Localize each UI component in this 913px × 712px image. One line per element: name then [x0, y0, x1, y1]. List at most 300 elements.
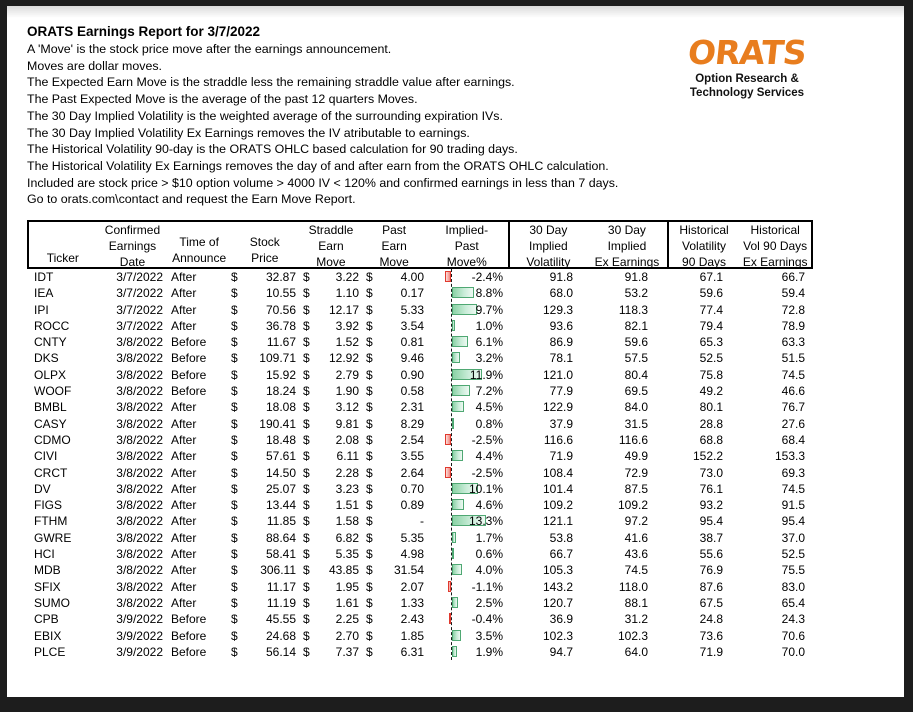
dollar-sign: $	[231, 595, 238, 610]
cell-move	[426, 546, 508, 562]
cell-straddle	[299, 481, 362, 497]
cell-move	[426, 579, 508, 595]
cell-announce: After	[171, 481, 197, 496]
cell-value: 0.58	[400, 384, 424, 399]
cell-past	[362, 399, 426, 415]
table-row	[27, 595, 813, 611]
dollar-sign: $	[231, 270, 238, 284]
cell-ticker: IPI	[34, 302, 49, 317]
cell-stock	[229, 269, 299, 285]
cell-value: 9.46	[400, 351, 424, 366]
table-row	[27, 481, 813, 497]
column-header-move	[426, 222, 508, 267]
cell-value: 1.95	[335, 579, 359, 594]
cell-value: 3.55	[400, 449, 424, 464]
cell-value: -2.4%	[471, 270, 503, 284]
table-row	[27, 334, 813, 350]
cell-value: 5.35	[335, 547, 359, 562]
cell-iv30ex: 82.1	[624, 318, 648, 333]
cell-iv30: 93.6	[549, 318, 573, 333]
earnings-table	[27, 220, 813, 660]
column-header-straddle	[300, 222, 363, 267]
cell-date: 3/9/2022	[116, 644, 163, 659]
dollar-sign: $	[366, 595, 373, 610]
cell-value: -2.5%	[471, 465, 503, 480]
databar-positive	[452, 564, 462, 575]
cell-hv90: 152.2	[692, 449, 723, 464]
dollar-sign: $	[303, 612, 310, 627]
intro-line: The Past Expected Move is the average of the past 12 quarters Moves.	[27, 92, 418, 107]
cell-iv30ex: 53.2	[624, 286, 648, 301]
databar-negative	[445, 467, 451, 478]
table-row	[27, 448, 813, 464]
cell-date: 3/7/2022	[116, 302, 163, 317]
cell-hv90: 93.2	[699, 498, 723, 513]
cell-straddle	[299, 611, 362, 627]
dollar-sign: $	[231, 335, 238, 350]
dollar-sign: $	[366, 335, 373, 350]
cell-hv90: 38.7	[699, 530, 723, 545]
cell-iv30ex: 41.6	[624, 530, 648, 545]
cell-stock	[229, 644, 299, 660]
cell-hv90: 67.1	[699, 270, 723, 284]
cell-straddle	[299, 546, 362, 562]
cell-ticker: EBIX	[34, 628, 62, 643]
cell-iv30: 121.0	[542, 367, 573, 382]
cell-past	[362, 367, 426, 383]
databar-positive	[452, 532, 456, 543]
dollar-sign: $	[303, 400, 310, 415]
dollar-sign: $	[231, 514, 238, 529]
column-header-line: Price	[251, 251, 279, 266]
column-header-ticker	[29, 222, 97, 267]
cell-hv90: 77.4	[699, 302, 723, 317]
dollar-sign: $	[231, 530, 238, 545]
cell-hv90ex: 75.5	[781, 563, 805, 578]
cell-hv90ex: 46.6	[781, 384, 805, 399]
cell-announce: Before	[171, 644, 207, 659]
cell-value: 4.00	[400, 270, 424, 284]
cell-hv90: 95.4	[699, 514, 723, 529]
column-header-hv90ex	[739, 222, 811, 267]
column-header-line: Move	[379, 254, 409, 269]
cell-iv30: 78.1	[549, 351, 573, 366]
cell-hv90: 75.8	[699, 367, 723, 382]
table-row	[27, 513, 813, 529]
cell-value: -1.1%	[471, 579, 503, 594]
cell-stock	[229, 481, 299, 497]
cell-value: 1.0%	[475, 318, 503, 333]
dollar-sign: $	[366, 530, 373, 545]
cell-stock	[229, 350, 299, 366]
cell-past	[362, 269, 426, 285]
orats-logo	[675, 33, 819, 100]
cell-iv30ex: 74.5	[624, 563, 648, 578]
column-header-line	[230, 223, 300, 235]
cell-iv30: 105.3	[542, 563, 573, 578]
table-header-row	[27, 220, 813, 269]
cell-value: 10.1%	[468, 481, 503, 496]
cell-value: 0.17	[400, 286, 424, 301]
report-page	[7, 6, 904, 697]
cell-value: 6.1%	[475, 335, 503, 350]
cell-move	[426, 628, 508, 644]
column-header-line: 30 Day	[529, 223, 568, 237]
table-row	[27, 383, 813, 399]
cell-past	[362, 383, 426, 399]
cell-iv30: 102.3	[542, 628, 573, 643]
cell-date: 3/8/2022	[116, 335, 163, 350]
cell-hv90ex: 153.3	[774, 449, 805, 464]
intro-lines	[27, 41, 667, 208]
cell-value: 8.8%	[475, 286, 503, 301]
cell-hv90ex: 70.0	[781, 644, 805, 659]
cell-date: 3/9/2022	[116, 612, 163, 627]
cell-announce: After	[171, 498, 197, 513]
cell-date: 3/8/2022	[116, 530, 163, 545]
cell-value: 12.17	[328, 302, 359, 317]
logo-tagline-line1: Option Research &	[695, 73, 799, 85]
cell-value: 3.92	[335, 318, 359, 333]
cell-value: 9.81	[335, 416, 359, 431]
cell-straddle	[299, 513, 362, 529]
cell-stock	[229, 465, 299, 481]
cell-hv90: 79.4	[699, 318, 723, 333]
cell-hv90ex: 66.7	[781, 270, 805, 284]
cell-iv30: 122.9	[542, 400, 573, 415]
column-header-line: Confirmed	[104, 223, 161, 237]
cell-ticker: CDMO	[34, 432, 71, 447]
dollar-sign: $	[303, 530, 310, 545]
cell-straddle	[299, 383, 362, 399]
cell-iv30: 109.2	[542, 498, 573, 513]
cell-value: 13.44	[265, 498, 296, 513]
databar-positive	[452, 597, 458, 608]
column-header-announce	[168, 222, 230, 267]
dollar-sign: $	[303, 318, 310, 333]
cell-past	[362, 334, 426, 350]
cell-announce: After	[171, 579, 197, 594]
cell-value: 4.6%	[475, 498, 503, 513]
cell-ticker: FTHM	[34, 514, 68, 529]
table-row	[27, 546, 813, 562]
cell-value: 4.98	[400, 547, 424, 562]
cell-move	[426, 611, 508, 627]
cell-hv90ex: 52.5	[781, 547, 805, 562]
dollar-sign: $	[366, 367, 373, 382]
cell-iv30ex: 91.8	[624, 270, 648, 284]
cell-past	[362, 416, 426, 432]
column-header-line	[29, 237, 97, 251]
intro-line: The Expected Earn Move is the straddle less the remaining straddle value after earnings.	[27, 75, 515, 90]
cell-iv30: 143.2	[542, 579, 573, 594]
cell-straddle	[299, 302, 362, 318]
cell-iv30ex: 118.0	[618, 579, 648, 594]
cell-value: 12.92	[328, 351, 359, 366]
dollar-sign: $	[303, 547, 310, 562]
cell-announce: Before	[171, 351, 207, 366]
cell-move	[426, 334, 508, 350]
cell-hv90ex: 76.7	[781, 400, 805, 415]
cell-past	[362, 611, 426, 627]
table-row	[27, 579, 813, 595]
cell-value: 2.64	[400, 465, 424, 480]
table-row	[27, 497, 813, 513]
cell-announce: After	[171, 465, 197, 480]
column-header-hv90	[667, 222, 740, 267]
cell-announce: After	[171, 400, 197, 415]
cell-move	[426, 285, 508, 301]
cell-hv90ex: 68.4	[781, 432, 805, 447]
cell-hv90: 73.0	[699, 465, 723, 480]
column-header-line: Announce	[172, 251, 227, 266]
cell-date: 3/8/2022	[116, 351, 163, 366]
dollar-sign: $	[366, 579, 373, 594]
cell-date: 3/8/2022	[116, 595, 163, 610]
cell-move	[426, 367, 508, 383]
cell-ticker: IEA	[34, 286, 54, 301]
table-row	[27, 285, 813, 301]
cell-move	[426, 513, 508, 529]
cell-hv90ex: 24.3	[781, 612, 805, 627]
cell-iv30: 129.3	[542, 302, 573, 317]
dollar-sign: $	[303, 432, 310, 447]
databar-positive	[452, 401, 464, 412]
dollar-sign: $	[231, 432, 238, 447]
cell-ticker: CPB	[34, 612, 59, 627]
dollar-sign: $	[303, 335, 310, 350]
cell-date: 3/8/2022	[116, 384, 163, 399]
cell-move	[426, 269, 508, 285]
dollar-sign: $	[231, 286, 238, 301]
column-header-line: Past	[382, 223, 407, 237]
table-row	[27, 399, 813, 415]
cell-hv90: 87.6	[699, 579, 723, 594]
table-row	[27, 318, 813, 334]
cell-iv30: 94.7	[549, 644, 573, 659]
cell-announce: Before	[171, 335, 207, 350]
cell-hv90ex: 70.6	[781, 628, 805, 643]
cell-value: 9.7%	[475, 302, 503, 317]
cell-stock	[229, 334, 299, 350]
cell-value: 56.14	[265, 644, 296, 659]
column-header-line: Historical	[750, 223, 800, 237]
cell-past	[362, 432, 426, 448]
dollar-sign: $	[303, 481, 310, 496]
cell-stock	[229, 546, 299, 562]
cell-past	[362, 318, 426, 334]
dollar-sign: $	[303, 579, 310, 594]
orats-logo-tagline	[675, 73, 819, 100]
dollar-sign: $	[231, 400, 238, 415]
dollar-sign: $	[366, 286, 373, 301]
cell-hv90ex: 72.8	[781, 302, 805, 317]
dollar-sign: $	[366, 547, 373, 562]
table-row	[27, 367, 813, 383]
cell-hv90: 80.1	[699, 400, 723, 415]
cell-value: 2.5%	[475, 595, 503, 610]
cell-hv90: 71.9	[699, 644, 723, 659]
cell-announce: After	[171, 449, 197, 464]
cell-move	[426, 416, 508, 432]
table-row	[27, 302, 813, 318]
cell-move	[426, 432, 508, 448]
cell-value: 1.52	[335, 335, 359, 350]
dollar-sign: $	[231, 498, 238, 513]
cell-value: 2.07	[400, 579, 424, 594]
cell-iv30ex: 43.6	[624, 547, 648, 562]
table-row	[27, 432, 813, 448]
cell-past	[362, 497, 426, 513]
cell-straddle	[299, 530, 362, 546]
column-header-line: 30 Day	[607, 223, 646, 237]
cell-iv30ex: 31.5	[624, 416, 648, 431]
cell-hv90ex: 59.4	[781, 286, 805, 301]
cell-hv90: 67.5	[699, 595, 723, 610]
dollar-sign: $	[303, 302, 310, 317]
cell-move	[426, 383, 508, 399]
cell-value: 45.55	[265, 612, 296, 627]
cell-value: 11.19	[266, 595, 296, 610]
cell-value: 0.70	[400, 481, 424, 496]
cell-value: 2.25	[335, 612, 359, 627]
table-row	[27, 611, 813, 627]
cell-value: 2.28	[335, 465, 359, 480]
cell-iv30ex: 57.5	[624, 351, 648, 366]
cell-iv30: 101.4	[542, 481, 573, 496]
cell-value: 8.29	[400, 416, 424, 431]
cell-value: 6.11	[336, 449, 359, 464]
cell-stock	[229, 302, 299, 318]
cell-past	[362, 546, 426, 562]
column-header-line: Volatility	[526, 254, 571, 269]
cell-announce: After	[171, 286, 197, 301]
cell-value: 0.89	[400, 498, 424, 513]
cell-hv90: 68.8	[699, 432, 723, 447]
cell-date: 3/9/2022	[116, 628, 163, 643]
cell-iv30ex: 109.2	[617, 498, 648, 513]
cell-iv30ex: 97.2	[624, 514, 648, 529]
cell-past	[362, 644, 426, 660]
cell-straddle	[299, 644, 362, 660]
cell-date: 3/7/2022	[116, 318, 163, 333]
cell-iv30ex: 59.6	[624, 335, 648, 350]
cell-hv90ex: 95.4	[781, 514, 805, 529]
cell-value: 1.90	[335, 384, 359, 399]
cell-move	[426, 497, 508, 513]
cell-value: 43.85	[328, 563, 359, 578]
cell-hv90ex: 63.3	[781, 335, 805, 350]
cell-hv90: 52.5	[699, 351, 723, 366]
databar-negative	[445, 271, 451, 282]
cell-move	[426, 318, 508, 334]
cell-value: 5.33	[400, 302, 424, 317]
column-header-line: Historical	[679, 223, 729, 237]
cell-hv90ex: 51.5	[781, 351, 805, 366]
cell-hv90: 24.8	[699, 612, 723, 627]
cell-value: 31.54	[393, 563, 424, 578]
page-title: ORATS Earnings Report for 3/7/2022	[27, 24, 261, 39]
cell-date: 3/8/2022	[116, 498, 163, 513]
cell-value: 11.85	[266, 514, 296, 529]
cell-date: 3/8/2022	[116, 481, 163, 496]
cell-value: 7.2%	[475, 384, 503, 399]
cell-value: 1.33	[400, 595, 424, 610]
cell-ticker: WOOF	[34, 384, 72, 399]
dollar-sign: $	[231, 416, 238, 431]
cell-straddle	[299, 416, 362, 432]
cell-past	[362, 465, 426, 481]
cell-value: 18.24	[265, 384, 296, 399]
cell-date: 3/8/2022	[116, 367, 163, 382]
dollar-sign: $	[303, 563, 310, 578]
column-header-iv30ex	[587, 222, 667, 267]
cell-value: 11.67	[266, 335, 296, 350]
cell-value: 58.41	[265, 547, 296, 562]
cell-iv30: 36.9	[549, 612, 573, 627]
cell-iv30: 66.7	[549, 547, 573, 562]
column-header-line: 90 Days	[682, 254, 727, 269]
cell-announce: After	[171, 302, 197, 317]
cell-hv90ex: 91.5	[781, 498, 805, 513]
cell-iv30ex: 116.6	[618, 432, 648, 447]
column-header-line	[168, 223, 230, 235]
cell-value: 3.23	[335, 481, 359, 496]
column-header-line: Date	[119, 254, 146, 269]
report-intro	[27, 23, 667, 208]
cell-value: 10.55	[265, 286, 296, 301]
dollar-sign: $	[303, 270, 310, 284]
cell-value: 57.61	[265, 449, 296, 464]
cell-hv90: 76.9	[699, 563, 723, 578]
cell-iv30: 37.9	[549, 416, 573, 431]
cell-ticker: SUMO	[34, 595, 70, 610]
cell-hv90ex: 27.6	[781, 416, 805, 431]
cell-value: 1.61	[335, 595, 359, 610]
cell-value: 32.87	[265, 270, 296, 284]
cell-value: 3.5%	[475, 628, 503, 643]
cell-ticker: CNTY	[34, 335, 67, 350]
cell-ticker: BMBL	[34, 400, 67, 415]
dollar-sign: $	[303, 449, 310, 464]
cell-stock	[229, 367, 299, 383]
cell-past	[362, 628, 426, 644]
dollar-sign: $	[231, 384, 238, 399]
cell-past	[362, 302, 426, 318]
cell-value: 14.50	[265, 465, 296, 480]
databar-positive	[452, 385, 470, 396]
cell-value: 70.56	[265, 302, 296, 317]
cell-value: 3.2%	[475, 351, 503, 366]
column-header-line: Straddle	[308, 223, 354, 237]
dollar-sign: $	[366, 612, 373, 627]
cell-value: 2.79	[335, 367, 359, 382]
cell-value: -	[420, 514, 424, 529]
cell-move	[426, 350, 508, 366]
databar-positive	[452, 499, 464, 510]
cell-stock	[229, 399, 299, 415]
cell-iv30ex: 88.1	[624, 595, 648, 610]
dollar-sign: $	[231, 351, 238, 366]
table-row	[27, 628, 813, 644]
cell-stock	[229, 448, 299, 464]
dollar-sign: $	[303, 465, 310, 480]
cell-announce: Before	[171, 367, 207, 382]
cell-value: 0.6%	[475, 547, 503, 562]
cell-straddle	[299, 595, 362, 611]
cell-past	[362, 579, 426, 595]
cell-hv90: 49.2	[699, 384, 723, 399]
